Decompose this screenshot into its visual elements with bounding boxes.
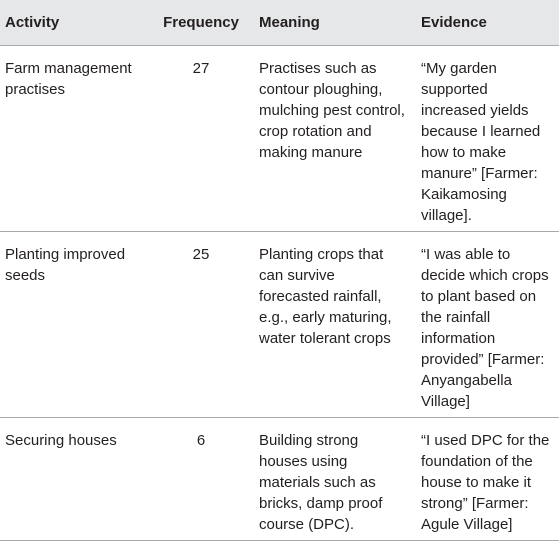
cell-meaning: Planting crops that can survive forecasted rainfall, e.g., early maturing, water tolerant crops (253, 231, 409, 417)
header-frequency: Frequency (148, 0, 253, 45)
cell-evidence: “My garden supported increased yields because I learned how to make manure” [Farmer: Kaikamosing village]. (409, 45, 559, 231)
header-activity: Activity (0, 0, 148, 45)
header-row (0, 0, 559, 45)
cell-frequency: 6 (148, 417, 253, 540)
cell-activity: Securing houses (0, 417, 148, 540)
cell-activity: Planting improved seeds (0, 231, 148, 417)
table-header (0, 0, 559, 45)
cell-activity: Farm management practises (0, 45, 148, 231)
cell-evidence: “I used DPC for the foundation of the house to make it strong” [Farmer: Agule Village] (409, 417, 559, 540)
table-body (0, 45, 559, 540)
cell-frequency: 25 (148, 231, 253, 417)
cell-meaning: Practises such as contour ploughing, mulching pest control, crop rotation and making manure (253, 45, 409, 231)
cell-frequency: 27 (148, 45, 253, 231)
table-row (0, 231, 559, 417)
table-row (0, 417, 559, 540)
table-row (0, 45, 559, 231)
cell-meaning: Building strong houses using materials such as bricks, damp proof course (DPC). (253, 417, 409, 540)
cell-evidence: “I was able to decide which crops to plant based on the rainfall information provided” [Farmer: Anyangabella Village] (409, 231, 559, 417)
header-evidence: Evidence (409, 0, 559, 45)
header-meaning: Meaning (253, 0, 409, 45)
